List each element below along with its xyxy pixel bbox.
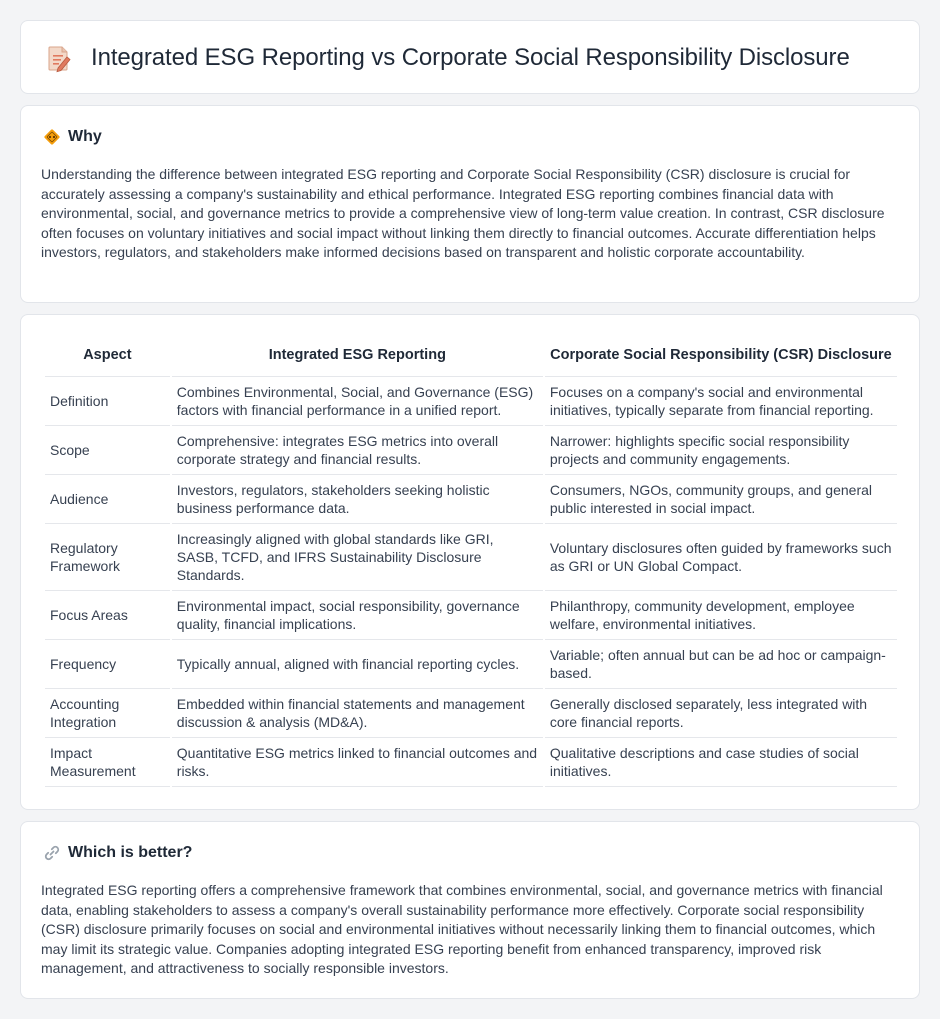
table-row: [45, 689, 897, 738]
table-row: [45, 640, 897, 689]
table-header-row: [45, 335, 897, 377]
header-aspect: Aspect: [45, 335, 170, 377]
aspect-cell: Scope: [45, 426, 170, 475]
csr-cell: Generally disclosed separately, less integrated with core financial reports.: [545, 689, 897, 738]
csr-cell: Philanthropy, community development, employee welfare, environmental initiatives.: [545, 591, 897, 640]
header-csr: Corporate Social Responsibility (CSR) Disclosure: [545, 335, 897, 377]
better-text: Integrated ESG reporting offers a comprehensive framework that combines environmental, social, and governance metrics with financial data, enabling stakeholders to assess a company's overall sustainability performance more effectively. Corporate social responsibility (CSR) disclosure primarily focuses on social and environmental initiatives without necessarily linking them to financial outcomes, which may limit its strategic value. Companies adopting integrated ESG reporting benefit from enhanced transparency, improved risk management, and attractiveness to socially responsible investors.: [41, 882, 883, 976]
esg-cell: Investors, regulators, stakeholders seeking holistic business performance data.: [172, 475, 543, 524]
esg-cell: Increasingly aligned with global standards like GRI, SASB, TCFD, and IFRS Sustainability Disclosure Standards.: [172, 524, 543, 591]
header-card: [20, 20, 920, 94]
aspect-cell: Focus Areas: [45, 591, 170, 640]
csr-cell: Variable; often annual but can be ad hoc or campaign-based.: [545, 640, 897, 689]
csr-cell: Consumers, NGOs, community groups, and general public interested in social impact.: [545, 475, 897, 524]
csr-cell: Focuses on a company's social and environmental initiatives, typically separate from financial reporting.: [545, 377, 897, 426]
table-row: [45, 426, 897, 475]
why-heading: Why: [68, 128, 102, 145]
which-is-better-section: [20, 821, 920, 999]
esg-cell: Embedded within financial statements and management discussion & analysis (MD&A).: [172, 689, 543, 738]
comparison-table: [43, 335, 899, 787]
csr-cell: Voluntary disclosures often guided by frameworks such as GRI or UN Global Compact.: [545, 524, 897, 591]
page-title: Integrated ESG Reporting vs Corporate Social Responsibility Disclosure: [91, 44, 850, 71]
document-pen-icon: [45, 43, 73, 73]
esg-cell: Combines Environmental, Social, and Governance (ESG) factors with financial performance in a unified report.: [172, 377, 543, 426]
table-row: [45, 524, 897, 591]
why-section: [20, 105, 920, 303]
aspect-cell: Regulatory Framework: [45, 524, 170, 591]
aspect-cell: Frequency: [45, 640, 170, 689]
aspect-cell: Definition: [45, 377, 170, 426]
title-row: [45, 43, 850, 73]
link-icon: [43, 844, 61, 862]
esg-cell: Comprehensive: integrates ESG metrics into overall corporate strategy and financial results.: [172, 426, 543, 475]
table-row: [45, 591, 897, 640]
table-row: [45, 475, 897, 524]
aspect-cell: Accounting Integration: [45, 689, 170, 738]
header-esg: Integrated ESG Reporting: [172, 335, 543, 377]
esg-cell: Quantitative ESG metrics linked to financial outcomes and risks.: [172, 738, 543, 787]
table-row: [45, 377, 897, 426]
better-heading-row: [43, 844, 192, 862]
comparison-table-card: [20, 314, 920, 810]
why-text: Understanding the difference between integrated ESG reporting and Corporate Social Responsibility (CSR) disclosure is crucial for accurately assessing a company's sustainability and ethical performance. Integrated ESG reporting combines financial data with environmental, social, and governance metrics to provide a comprehensive view of long-term value creation. In contrast, CSR disclosure often focuses on voluntary initiatives and social impact without linking them directly to financial outcomes. Accurate differentiation helps investors, regulators, and stakeholders make informed decisions based on transparent and holistic corporate accountability.: [41, 166, 885, 260]
esg-cell: Typically annual, aligned with financial reporting cycles.: [172, 640, 543, 689]
csr-cell: Narrower: highlights specific social responsibility projects and community engagements.: [545, 426, 897, 475]
aspect-cell: Impact Measurement: [45, 738, 170, 787]
better-heading: Which is better?: [68, 844, 193, 861]
csr-cell: Qualitative descriptions and case studies of social initiatives.: [545, 738, 897, 787]
aspect-cell: Audience: [45, 475, 170, 524]
why-heading-row: [43, 128, 102, 146]
esg-cell: Environmental impact, social responsibility, governance quality, financial implications.: [172, 591, 543, 640]
diamond-sign-icon: [43, 128, 61, 146]
table-row: [45, 738, 897, 787]
